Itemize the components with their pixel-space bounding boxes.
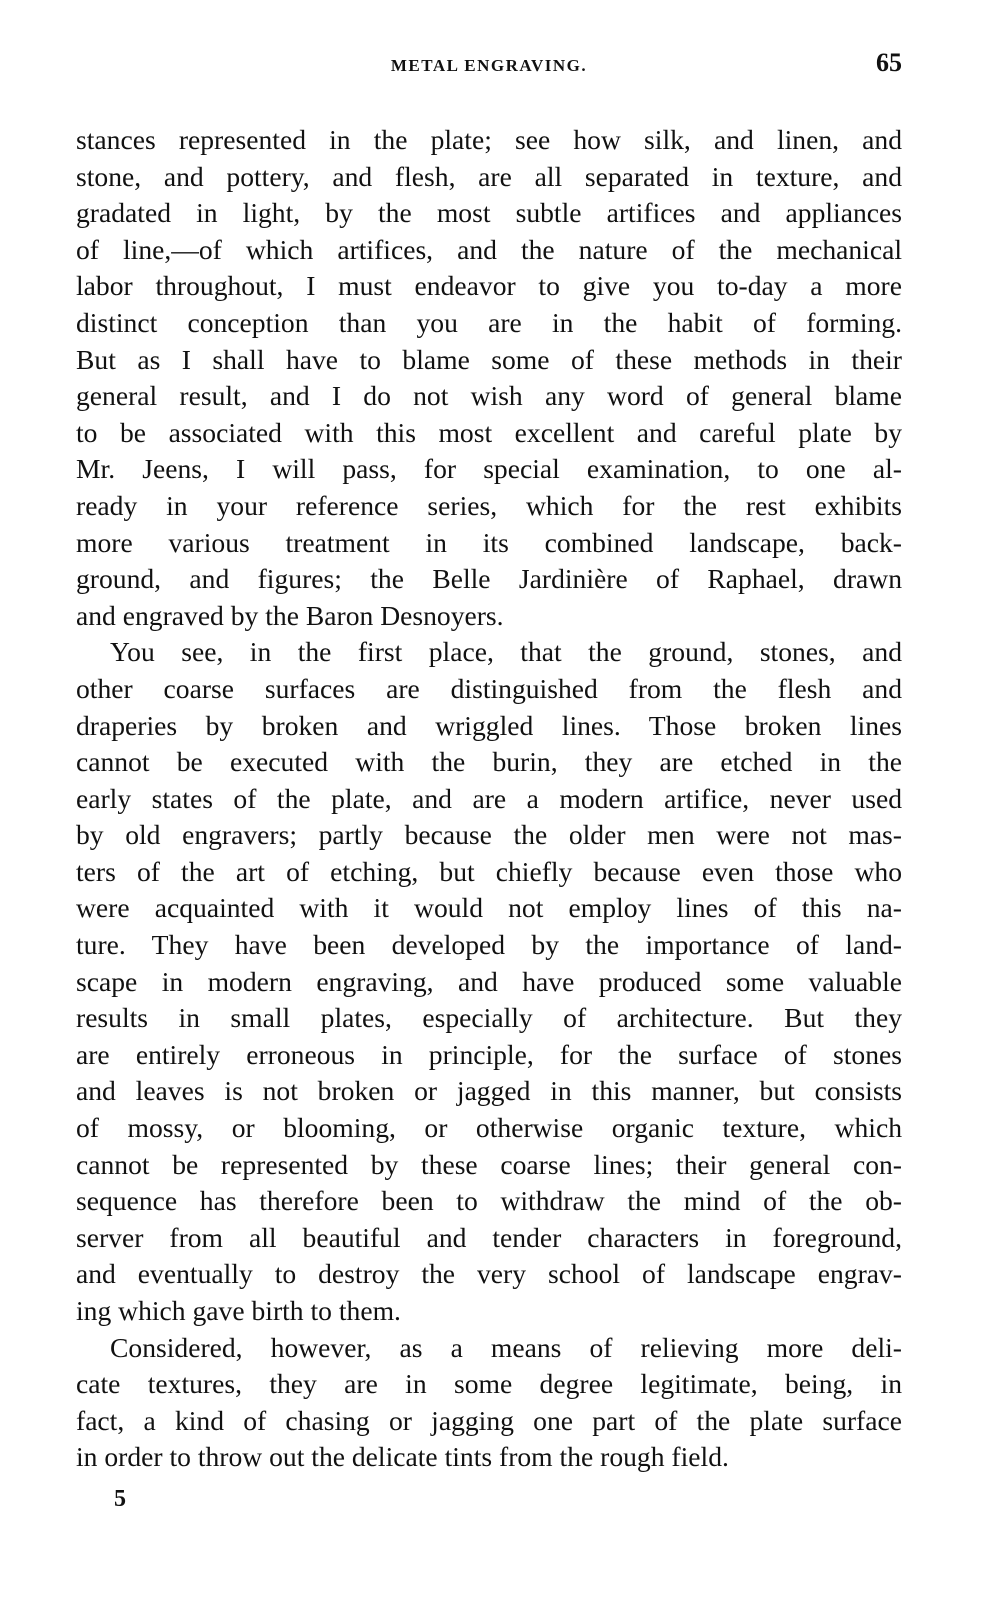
text-line: ters of the art of etching, but chiefly because even those who [76, 855, 902, 887]
text-line: ture. They have been developed by the importance of land- [76, 929, 902, 961]
text-line: other coarse surfaces are distinguished from the flesh and [76, 672, 902, 704]
paragraph [76, 1330, 902, 1476]
text-line: to be associated with this most excellent and careful plate by [76, 416, 902, 448]
text-line: scape in modern engraving, and have produced some valuable [76, 965, 902, 997]
running-title: METAL ENGRAVING. [390, 56, 588, 75]
text-line: labor throughout, I must endeavor to give you to-day a more [76, 270, 902, 302]
text-line: are entirely erroneous in principle, for the surface of stones [76, 1038, 902, 1070]
text-line: draperies by broken and wriggled lines. Those broken lines [76, 709, 902, 741]
page-number: 65 [876, 48, 902, 77]
paragraph [76, 122, 902, 634]
text-line: Considered, however, as a means of relieving more deli- [110, 1331, 902, 1363]
running-header [76, 46, 902, 86]
text-line: Mr. Jeens, I will pass, for special examination, to one al- [76, 453, 902, 485]
text-line: stone, and pottery, and flesh, are all separated in texture, and [76, 160, 902, 192]
text-line: gradated in light, by the most subtle artifices and appliances [76, 197, 902, 229]
text-line: and leaves is not broken or jagged in this manner, but consists [76, 1075, 902, 1107]
text-line: were acquainted with it would not employ lines of this na- [76, 892, 902, 924]
text-line: more various treatment in its combined landscape, back- [76, 526, 902, 558]
text-line: general result, and I do not wish any word of general blame [76, 380, 902, 412]
text-line: cannot be executed with the burin, they are etched in the [76, 746, 902, 778]
text-line: and eventually to destroy the very school of landscape engrav- [76, 1258, 902, 1290]
text-line: distinct conception than you are in the habit of forming. [76, 306, 902, 338]
text-line: But as I shall have to blame some of these methods in their [76, 343, 902, 375]
text-line: server from all beautiful and tender characters in foreground, [76, 1221, 902, 1253]
text-line: cate textures, they are in some degree legitimate, being, in [76, 1368, 902, 1400]
text-line: ready in your reference series, which for the rest exhibits [76, 489, 902, 521]
text-line: in order to throw out the delicate tints from the rough field. [76, 1441, 729, 1473]
text-line: stances represented in the plate; see how silk, and linen, and [76, 124, 902, 155]
text-line: fact, a kind of chasing or jagging one part of the plate surface [76, 1404, 902, 1436]
text-line: of line,—of which artifices, and the nature of the mechanical [76, 233, 902, 265]
text-line: results in small plates, especially of architecture. But they [76, 1002, 902, 1034]
text-line: and engraved by the Baron Desnoyers. [76, 599, 504, 631]
signature-mark: 5 [114, 1486, 126, 1512]
text-line: of mossy, or blooming, or otherwise organic texture, which [76, 1112, 902, 1144]
text-line: You see, in the first place, that the ground, stones, and [110, 636, 902, 668]
paragraph [76, 634, 902, 1329]
text-line: ground, and figures; the Belle Jardinière of Raphael, drawn [76, 563, 902, 595]
text-line: ing which gave birth to them. [76, 1295, 401, 1326]
text-line: cannot be represented by these coarse lines; their general con- [76, 1148, 902, 1180]
text-line: sequence has therefore been to withdraw the mind of the ob- [76, 1185, 902, 1217]
text-line: early states of the plate, and are a modern artifice, never used [76, 782, 902, 814]
text-line: by old engravers; partly because the older men were not mas- [76, 819, 902, 851]
body-text [76, 122, 902, 1476]
